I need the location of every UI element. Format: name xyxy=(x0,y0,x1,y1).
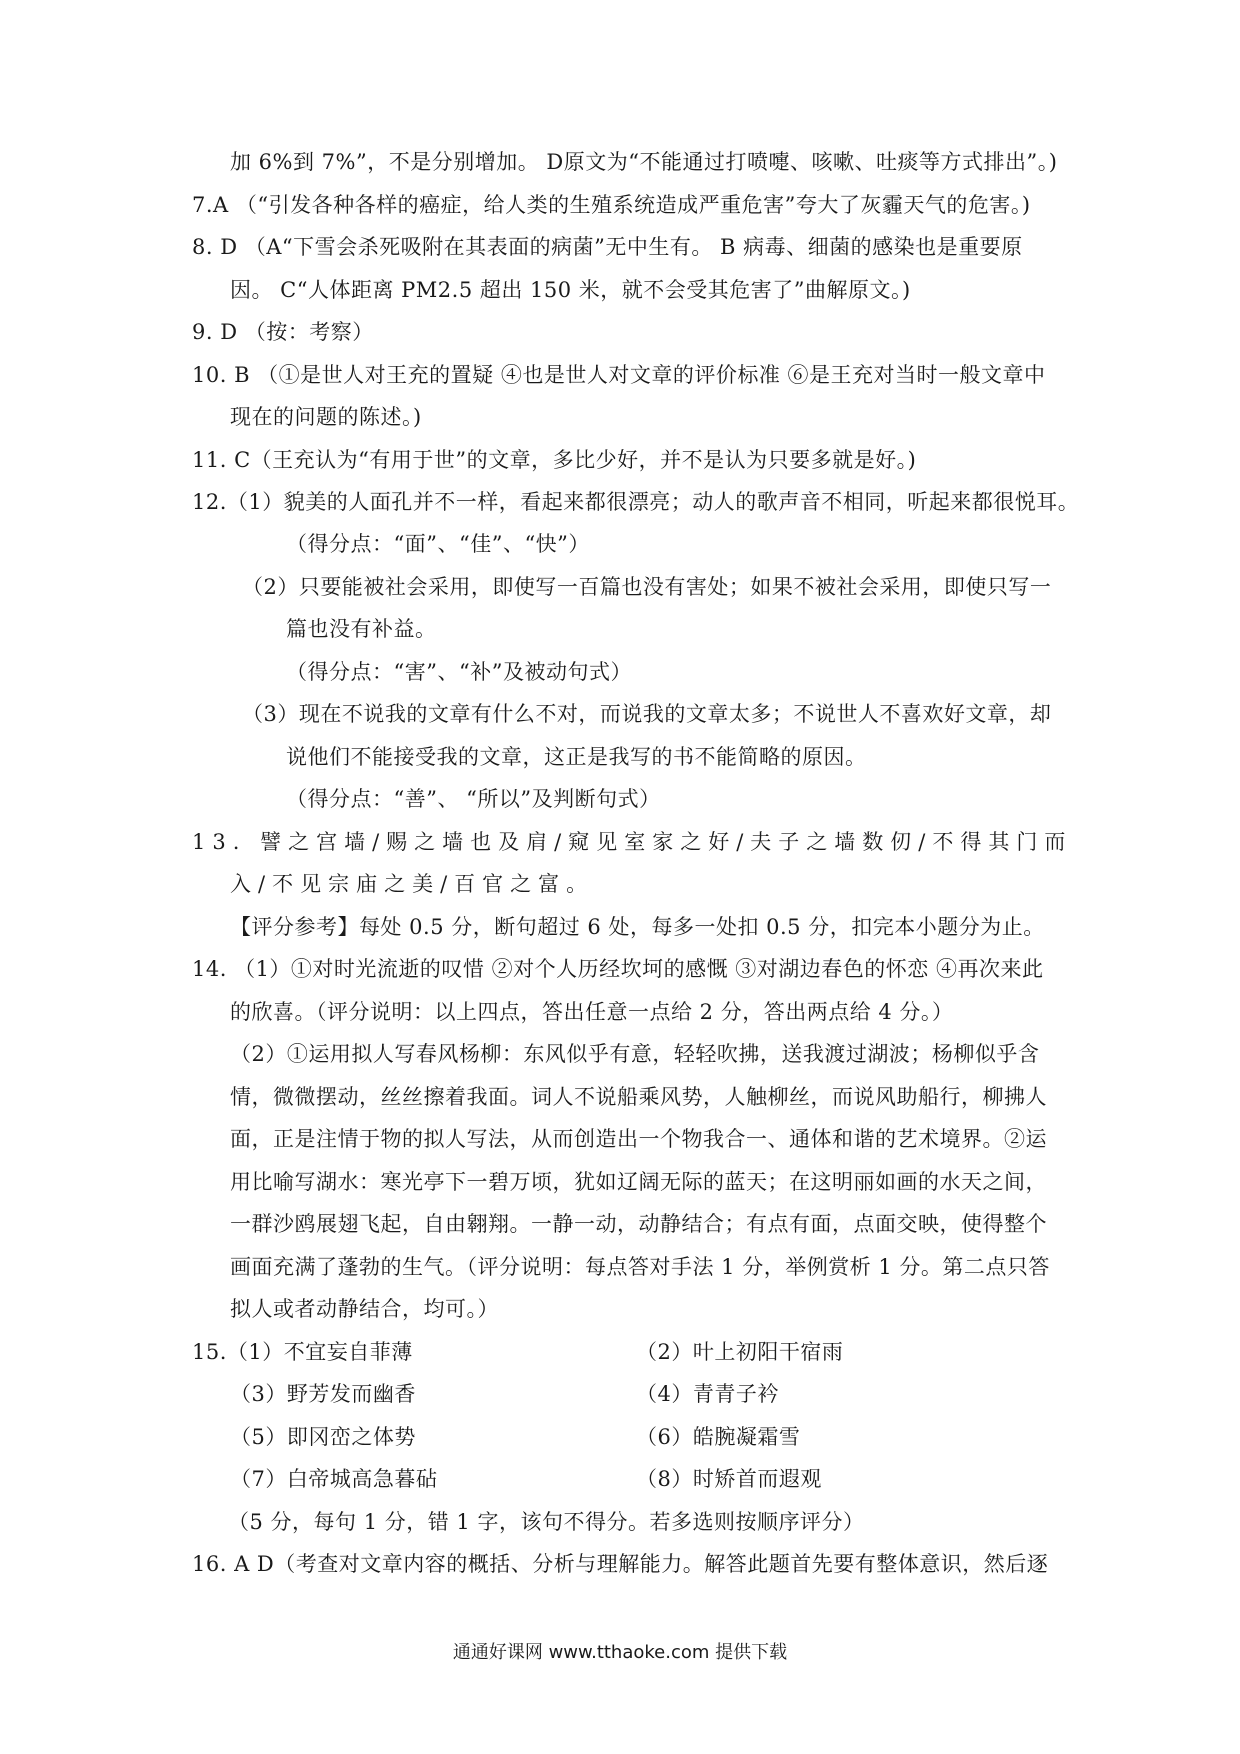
text-line: （3）现在不说我的文章有什么不对，而说我的文章太多；不说世人不喜欢好文章，却 xyxy=(242,702,1052,726)
text-line: 现在的问题的陈述。) xyxy=(230,405,422,429)
answer-15-item-1: 15.（1）不宜妄自菲薄 xyxy=(192,1340,413,1364)
answer-10: 10. B （①是世人对王充的置疑 ④也是世人对文章的评价标准 ⑥是王充对当时一般文章中 xyxy=(192,363,1046,387)
text-line: 的欣喜。（评分说明：以上四点，答出任意一点给 2 分，答出两点给 4 分。） xyxy=(230,1000,954,1024)
scoring-points: （得分点：“害”、“补”及被动句式） xyxy=(286,660,632,684)
answer-14: 14. （1）①对时光流逝的叹惜 ②对个人历经坎坷的感慨 ③对湖边春色的怀恋 ④再次来此 xyxy=(192,957,1044,981)
answer-15-item-6: （6）皓腕凝霜雪 xyxy=(636,1425,801,1449)
scoring-points: （得分点：“善”、 “所以”及判断句式） xyxy=(286,787,661,811)
answer-12: 12.（1）貌美的人面孔并不一样，看起来都很漂亮；动人的歌声音不相同，听起来都很悦耳。 xyxy=(192,490,1080,514)
text-line: 面，正是注情于物的拟人写法，从而创造出一个物我合一、通体和谐的艺术境界。②运 xyxy=(230,1127,1047,1151)
text-line: 情，微微摆动，丝丝擦着我面。词人不说船乘风势，人触柳丝，而说风助船行，柳拂人 xyxy=(230,1085,1047,1109)
text-line: 用比喻写湖水：寒光亭下一碧万顷，犹如辽阔无际的蓝天；在这明丽如画的水天之间， xyxy=(230,1170,1047,1194)
answer-16: 16. A D（考查对文章内容的概括、分析与理解能力。解答此题首先要有整体意识，然后逐 xyxy=(192,1552,1049,1576)
answer-15-item-7: （7）白帝城高急暮砧 xyxy=(230,1467,438,1491)
scoring-note: （5 分，每句 1 分，错 1 字，该句不得分。若多选则按顺序评分） xyxy=(228,1510,865,1534)
text-line: 说他们不能接受我的文章，这正是我写的书不能简略的原因。 xyxy=(286,745,867,769)
answer-13: 13. 譬之宫墙/赐之墙也及肩/窥见室家之好/夫子之墙数仞/不得其门而 xyxy=(192,830,1073,854)
text-line: （2）①运用拟人写春风杨柳：东风似乎有意，轻轻吹拂，送我渡过湖波；杨柳似乎含 xyxy=(230,1042,1040,1066)
answer-9: 9. D （按：考察） xyxy=(192,320,374,344)
text-line: （2）只要能被社会采用，即使写一百篇也没有害处；如果不被社会采用，即使只写一 xyxy=(242,575,1052,599)
text-line: 拟人或者动静结合，均可。） xyxy=(230,1297,499,1321)
text-line: 因。 C“人体距离 PM2.5 超出 150 米，就不会受其危害了”曲解原文。) xyxy=(230,278,911,302)
answer-15-item-4: （4）青青子衿 xyxy=(636,1382,779,1406)
answer-7: 7.A （“引发各种各样的癌症，给人类的生殖系统造成严重危害”夸大了灰霾天气的危害。) xyxy=(192,193,1031,217)
text-line: 入/不见宗庙之美/百官之富。 xyxy=(230,872,595,896)
text-line: 加 6%到 7%”，不是分别增加。 D原文为“不能通过打喷嚏、咳嗽、吐痰等方式排出”。) xyxy=(230,150,1058,174)
page-footer: 通通好课网 www.tthaoke.com 提供下载 xyxy=(452,1642,788,1663)
answer-15-item-8: （8）时矫首而遐观 xyxy=(636,1467,822,1491)
scoring-points: （得分点：“面”、“佳”、“快”） xyxy=(286,532,590,556)
answer-15-item-3: （3）野芳发而幽香 xyxy=(230,1382,416,1406)
answer-15-item-5: （5）即冈峦之体势 xyxy=(230,1425,416,1449)
text-line: 篇也没有补益。 xyxy=(286,617,437,641)
answer-11: 11. C（王充认为“有用于世”的文章，多比少好，并不是认为只要多就是好。) xyxy=(192,448,917,472)
answer-8: 8. D （A“下雪会杀死吸附在其表面的病菌”无中生有。 B 病毒、细菌的感染也是重要原 xyxy=(192,235,1023,259)
scoring-reference: 【评分参考】每处 0.5 分，断句超过 6 处，每多一处扣 0.5 分，扣完本小题分为止。 xyxy=(230,915,1045,939)
text-line: 一群沙鸥展翅飞起，自由翱翔。一静一动，动静结合；有点有面，点面交映，使得整个 xyxy=(230,1212,1047,1236)
answer-15-item-2: （2）叶上初阳干宿雨 xyxy=(636,1340,844,1364)
text-line: 画面充满了蓬勃的生气。（评分说明：每点答对手法 1 分，举例赏析 1 分。第二点只答 xyxy=(230,1255,1050,1279)
